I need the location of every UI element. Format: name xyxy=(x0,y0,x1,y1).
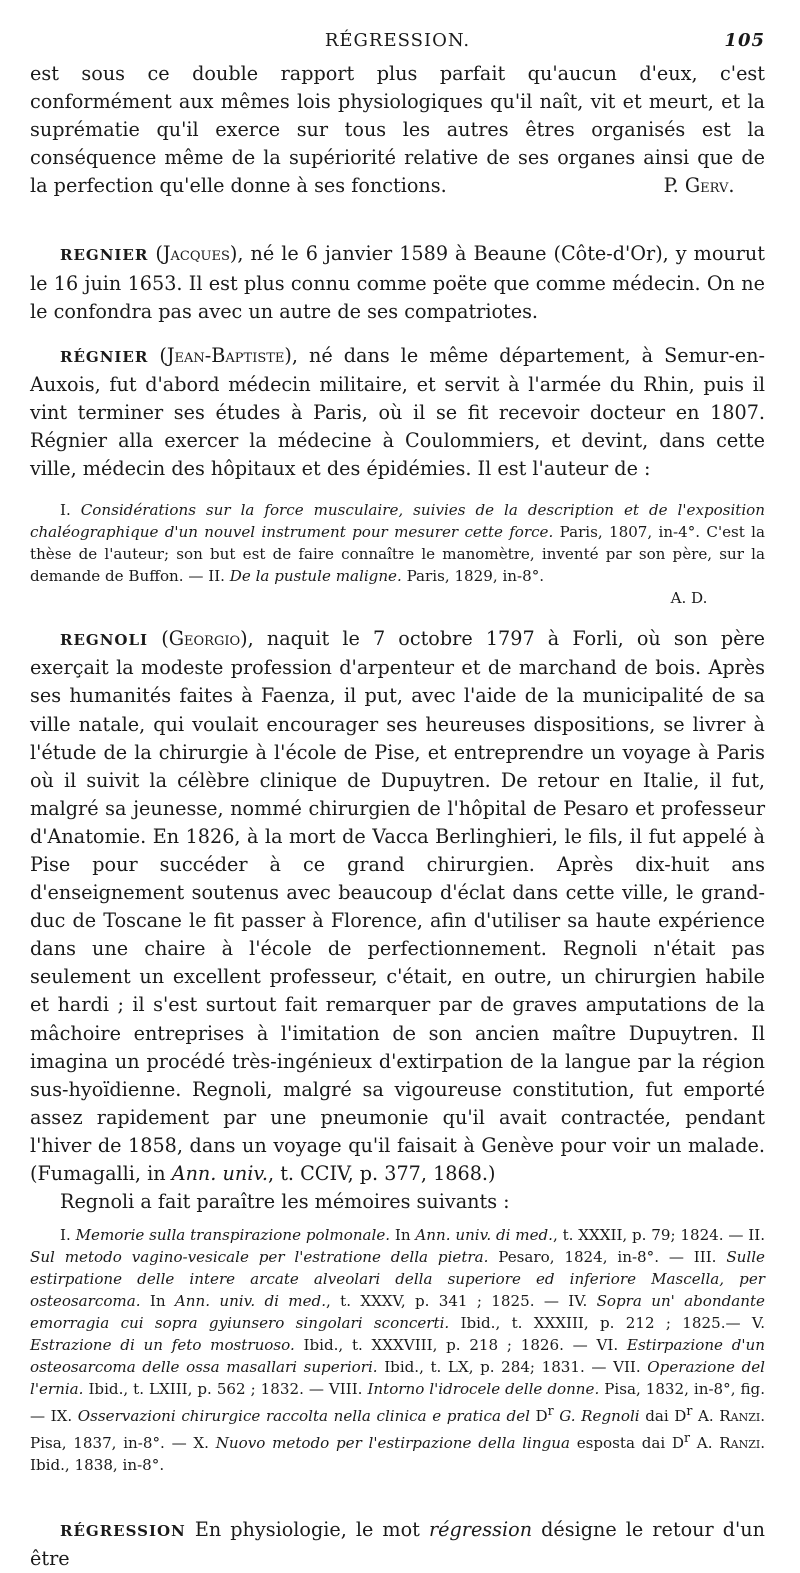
entry-name: (Georgio) xyxy=(161,627,248,651)
entry-headword: REGNIER xyxy=(60,246,149,265)
bib-title: Estirpazione d'un osteosarcoma delle ossa masallari superiori. xyxy=(30,1336,765,1377)
document-page xyxy=(30,30,765,1573)
spacer xyxy=(30,1476,765,1516)
bib-title: De la pustule maligne. xyxy=(229,567,402,586)
bib-text: dai D xyxy=(639,1407,687,1426)
bib-text: In xyxy=(140,1292,175,1311)
entry-ref-journal: Ann. univ. xyxy=(171,1162,269,1185)
bib-text: A. xyxy=(692,1407,720,1426)
bib-title: Considérations sur la force musculaire, suivies de la description et de l'exposition chaléographique d'un nouvel instrument pour mesurer cette force. xyxy=(30,501,765,542)
entry-headword: REGNOLI xyxy=(60,631,149,650)
bib-title: Intorno l'idrocele delle donne. xyxy=(367,1380,600,1399)
bib-text: , t. XXXII, p. 79; 1824. — II. xyxy=(552,1226,766,1245)
bib-title: Operazione del l'ernia. xyxy=(30,1358,765,1399)
entry-text: En physiologie, le mot xyxy=(185,1518,429,1542)
entry-headword: RÉGNIER xyxy=(60,347,149,366)
entry-regnier-jacques xyxy=(30,240,765,325)
bib-author: Ranzi xyxy=(719,1434,761,1453)
bib-author: Ranzi xyxy=(719,1407,761,1426)
spacer xyxy=(30,326,765,342)
bib-title: Sopra un' abondante emorragia cui sopra gyiunsero singolari sconcerti. xyxy=(30,1292,765,1333)
bib-text: Ibid., t. XXXVIII, p. 218 ; 1826. — VI. xyxy=(294,1336,627,1355)
bib-text: I. xyxy=(60,1226,76,1245)
spacer xyxy=(30,609,765,625)
entry-ref-rest: , t. CCIV, p. 377, 1868.) xyxy=(268,1162,496,1185)
bib-sup: r xyxy=(684,1430,691,1446)
bib-text: Paris, 1829, in-8°. xyxy=(401,567,545,586)
spacer xyxy=(30,483,765,499)
bib-text: Pisa, 1832, in-8°, fig.— IX. xyxy=(30,1380,765,1426)
bib-title: Ann. univ. di med. xyxy=(174,1292,326,1311)
bib-text: Ibid., t. LXIII, p. 562 ; 1832. — VIII. xyxy=(83,1380,368,1399)
entry-name: (Jacques) xyxy=(155,242,238,266)
bib-title: Sulle estirpatione delle intere arcate alveolari della superiore ed inferiore Mascella, per osteosarcoma. xyxy=(30,1248,765,1311)
bib-title: Memorie sulla transpirazione polmonale. xyxy=(75,1226,391,1245)
spacer xyxy=(30,200,765,240)
bib-sup: r xyxy=(686,1403,693,1419)
bib-text: Ibid., t. LX, p. 284; 1831. — VII. xyxy=(377,1358,648,1377)
bib-num: I. xyxy=(60,501,81,520)
running-head: RÉGRESSION. xyxy=(324,30,471,51)
page-header xyxy=(30,30,765,60)
bib-title: G. Regnoli xyxy=(553,1407,640,1426)
bibliography-regnier xyxy=(30,499,765,587)
entry-headword: RÉGRESSION xyxy=(60,1522,186,1541)
bib-title: Ann. univ. di med. xyxy=(415,1226,553,1245)
signature-ad: A. D. xyxy=(670,589,708,608)
bib-title: Sul metodo vagino-vesicale per l'estratione della pietra. xyxy=(30,1248,489,1267)
bib-text: A. xyxy=(690,1434,720,1453)
bib-text: Paris, 1807, in-4°. C'est la thèse de l'auteur; son but est de faire connaître le manomètre, inventé par son père, sur la demande de Buffon. — II. xyxy=(30,523,765,586)
regnoli-list-intro: Regnoli a fait paraître les mémoires suivants : xyxy=(60,1190,510,1214)
intro-text: est sous ce double rapport plus parfait qu'aucun d'eux, c'est conformément aux mêmes lois physiologiques qu'il naît, vit et meurt, et la suprématie qu'il exerce sur tous les autres êtres organisés est la conséquence même de la supériorité relative de ses organes ainsi que de la perfection qu'elle donne à ses fonctions. xyxy=(30,62,765,198)
intro-signature: P. Gerv. xyxy=(663,174,735,198)
entry-term: régression xyxy=(428,1518,533,1542)
bib-text: . Ibid., 1838, in-8°. xyxy=(30,1434,765,1475)
bib-text: D xyxy=(529,1407,548,1426)
bib-title: Osservazioni chirurgice raccolta nella clinica e pratica del xyxy=(77,1407,530,1426)
bib-title: Nuovo metodo per l'estirpazione della lingua xyxy=(215,1434,570,1453)
bib-sup: r xyxy=(547,1403,554,1419)
entry-text: désigne le retour d'un être xyxy=(30,1518,765,1571)
bib-title: Estrazione di un feto mostruoso. xyxy=(30,1336,295,1355)
bib-text: Ibid., t. XXXIII, p. 212 ; 1825.— V. xyxy=(449,1314,765,1333)
entry-regnier-jb xyxy=(30,342,765,483)
bib-text: . Pisa, 1837, in-8°. — X. xyxy=(30,1407,765,1453)
bib-text: , t. XXXV, p. 341 ; 1825. — IV. xyxy=(326,1292,597,1311)
spacer xyxy=(30,1216,765,1224)
bib-text: In xyxy=(390,1226,416,1245)
entry-name: (Jean-Baptiste) xyxy=(159,343,292,367)
entry-regnoli xyxy=(30,625,765,1188)
bibliography-regnoli xyxy=(30,1224,765,1476)
entry-text: , né le 6 janvier 1589 à Beaune (Côte-d'Or), y mourut le 16 juin 1653. Il est plus connu comme poëte que comme médecin. On ne le confondra pas avec un autre de ses compatriotes. xyxy=(30,242,765,323)
bib-text: esposta dai D xyxy=(569,1434,685,1453)
bib-text: Pesaro, 1824, in-8°. — III. xyxy=(488,1248,727,1267)
entry-text: , naquit le 7 octobre 1797 à Forli, où son père exerçait la modeste profession d'arpenteur et de marchand de bois. Après ses humanités faites à Faenza, il put, avec l'aide de la municipalité de sa ville natale, qui voulait encourager ses heureuses dispositions, se livrer à l'étude de la chirurgie à l'école de Pise, et entreprendre un voyage à Paris où il suivit la célèbre clinique de Dupuytren. De retour en Italie, il fut, malgré sa jeunesse, nommé chirurgien de l'hôpital de Pesaro et professeur d'Anatomie. En 1826, à la mort de Vacca Berlinghieri, le fils, il fut appelé à Pise pour succéder à ce grand chirurgien. Après dix-huit ans d'enseignement soutenus avec beaucoup d'éclat dans cette ville, le grand-duc de Toscane le fit passer à Florence, afin d'utiliser sa haute expérience dans une chaire à l'école de perfectionnement. Regnoli n'était pas seulement un excellent professeur, c'était, en outre, un chirurgien habile et hardi ; il s'est surtout fait remarquer par de graves amputations de la mâchoire entreprises à l'imitation de son ancien maître Dupuytren. Il imagina un procédé très-ingénieux d'extirpation de la langue par la région sus-hyoïdienne. Regnoli, malgré sa vigoureuse constitution, fut emporté assez rapidement par une pneumonie qu'il avait contractée, pendant l'hiver de 1858, dans un voyage qu'il faisait à Genève pour voir un malade. (Fumagalli, in xyxy=(30,627,766,1185)
page-number: 105 xyxy=(724,30,765,51)
intro-paragraph xyxy=(30,60,765,200)
entry-regression xyxy=(30,1516,765,1573)
entry-text: , né dans le même département, à Semur-en-Auxois, fut d'abord médecin militaire, et servit à l'armée du Rhin, puis il vint terminer ses études à Paris, où il se fit recevoir docteur en 1807. Régnier alla exercer la médecine à Coulommiers, et devint, dans cette ville, médecin des hôpitaux et des épidémies. Il est l'auteur de : xyxy=(30,343,765,481)
